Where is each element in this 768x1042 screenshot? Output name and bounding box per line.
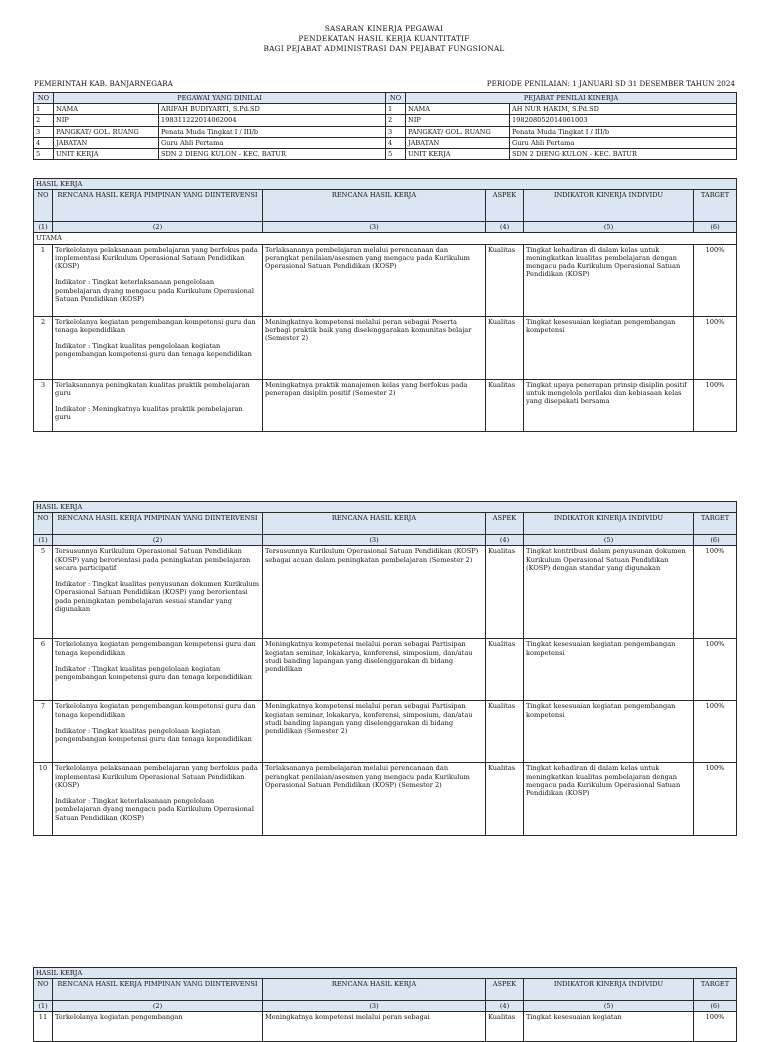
results-band: HASIL KERJA	[34, 179, 737, 190]
assessor-unit: SDN 2 DIENG KULON - KEC. BATUR	[510, 149, 737, 160]
doc-subtitle: PENDEKATAN HASIL KERJA KUANTITATIF	[298, 34, 470, 43]
results-band: HASIL KERJA	[34, 968, 737, 979]
assessed-position: Guru Ahli Pertama	[159, 137, 386, 148]
table-row: 3 Terlaksananya peningkatan kualitas praktik pembelajaran guru Indikator : Meningkatnya kualitas praktik pembelajaran guru Meningkatnya praktik manajemen kelas yang berfokus pada penerapan disiplin positif (Semester 2) Kualitas Tingkat upaya penerapan prinsip disiplin positif untuk mengelola perilaku dan kebiasaan kelas yang disepakati bersama 100%	[34, 379, 737, 431]
section-label: UTAMA	[34, 233, 737, 244]
assessor-name: AH NUR HAKIM, S.Pd.SD	[510, 104, 737, 115]
assessor-rank: Penata Muda Tingkat I / III/b	[510, 126, 737, 137]
table-row: 11 Terkelolanya kegiatan pengembangan Meningkatnya kompetensi melalui peran sebagai Kualitas Tingkat kesesuaian kegiatan 100%	[34, 1012, 737, 1042]
results-table-page-1: HASIL KERJA NO RENCANA HASIL KERJA PIMPINAN YANG DIINTERVENSI RENCANA HASIL KERJA ASPEK INDIKATOR KINERJA INDIVIDU TARGET (1) (2) (3) (4) (5) (6) UTAMA 1 Terkelolanya pelaksanaan pembelajaran yang berfokus pada implementasi Kurikulum Operasional Satuan Pendidikan (KOSP) Indikator : Tingkat keterlaksanaan pengelolaan pembelajaran dyang mengacu pada Kurikulum Operasional Satuan Pendidikan (KOSP) Terlaksananya pembelajaran melalui perencanaan dan perangkat penilaian/asesmen yang mengacu pada Kurikulum Operasional Satuan Pendidikan (KOSP) Kualitas Tingkat kehadiran di dalam kelas untuk meningkatkan kualitas pembelajaran dengan mengacu pada Kurikulum Operasional Satuan Pendidikan (KOSP) 100% 2 Terkelolanya kegiatan pengembangan kompetensi guru dan tenaga kependidikan Indikator : Tingkat kualitas pengelolaan kegiatan pengembangan kompetensi guru dan tenaga kependidikan Meningkatnya kompetensi melalui peran sebagai Peserta berbagi praktik baik yang diselenggarakan komunitas belajar (Semester 2) Kualitas Tingkat kesesuaian kegiatan pengembangan kompetensi 100% 3 Terlaksananya peningkatan kualitas praktik pembelajaran guru Indikator : Meningkatnya kualitas praktik pembelajaran guru Meningkatnya praktik manajemen kelas yang berfokus pada penerapan disiplin positif (Semester 2) Kualitas Tingkat upaya penerapan prinsip disiplin positif untuk mengelola perilaku dan kebiasaan kelas yang disepakati bersama 100%	[33, 178, 737, 432]
table-row: 1 Terkelolanya pelaksanaan pembelajaran yang berfokus pada implementasi Kurikulum Operasional Satuan Pendidikan (KOSP) Indikator : Tingkat keterlaksanaan pengelolaan pembelajaran dyang mengacu pada Kurikulum Operasional Satuan Pendidikan (KOSP) Terlaksananya pembelajaran melalui perencanaan dan perangkat penilaian/asesmen yang mengacu pada Kurikulum Operasional Satuan Pendidikan (KOSP) Kualitas Tingkat kehadiran di dalam kelas untuk meningkatkan kualitas pembelajaran dengan mengacu pada Kurikulum Operasional Satuan Pendidikan (KOSP) 100%	[34, 244, 737, 316]
assessed-title: PEGAWAI YANG DINILAI	[54, 93, 386, 104]
assessed-nip: 198311222014062004	[159, 115, 386, 126]
assessor-position: Guru Ahli Pertama	[510, 137, 737, 148]
table-row: 7 Terkelolanya kegiatan pengembangan kompetensi guru dan tenaga kependidikan Indikator : Tingkat kualitas pengelolaan kegiatan pengembangan kompetensi guru dan tenaga kependidikan Meningkatnya kompetensi melalui peran sebagai Partisipan kegiatan seminar, lokakarya, konferensi, simposium, dan/atau studi banding lapangan yang diselenggarakan di bidang pendidikan (Semester 2) Kualitas Tingkat kesesuaian kegiatan pengembangan kompetensi 100%	[34, 701, 737, 763]
identity-row: 1 NAMA ARIFAH BUDIYARTI, S.Pd.SD 1 NAMA AH NUR HAKIM, S.Pd.SD	[34, 104, 737, 115]
assessor-nip: 198208052014061003	[510, 115, 737, 126]
assessed-rank: Penata Muda Tingkat I / III/b	[159, 126, 386, 137]
results-table-page-2: HASIL KERJA NO RENCANA HASIL KERJA PIMPINAN YANG DIINTERVENSI RENCANA HASIL KERJA ASPEK INDIKATOR KINERJA INDIVIDU TARGET (1) (2) (3) (4) (5) (6) 5 Tersusunnya Kurikulum Operasional Satuan Pendidikan (KOSP) yang berorientasi pada peningkatan pembelajaran secara participatif Indikator : Tingkat kualitas penyusunan dokumen Kurikulum Operasional Satuan Pendidikan (KOSP) yang berorientasi pada peningkatan pembelajaran sesuai standar yang digunakan Tersusunnya Kurikulum Operasional Satuan Pendidikan (KOSP) sebagai acuan dalam peningkatan pembelajaran (Semester 2) Kualitas Tingkat kontribusi dalam penyusunan dokumen Kurikulum Operasional Satuan Pendidikan (KOSP) dengan standar yang digunakan 100% 6 Terkelolanya kegiatan pengembangan kompetensi guru dan tenaga kependidikan Indikator : Tingkat kualitas pengelolaan kegiatan pengembangan kompetensi guru dan tenaga kependidikan Meningkatnya kompetensi melalui peran sebagai Partisipan kegiatan seminar, lokakarya, konferensi, simposium, dan/atau studi banding lapangan yang diselenggarakan di bidang pendidikan Kualitas Tingkat kesesuaian kegiatan pengembangan kompetensi 100% 7 Terkelolanya kegiatan pengembangan kompetensi guru dan tenaga kependidikan Indikator : Tingkat kualitas pengelolaan kegiatan pengembangan kompetensi guru dan tenaga kependidikan Meningkatnya kompetensi melalui peran sebagai Partisipan kegiatan seminar, lokakarya, konferensi, simposium, dan/atau studi banding lapangan yang diselenggarakan di bidang pendidikan (Semester 2) Kualitas Tingkat kesesuaian kegiatan pengembangan kompetensi 100% 10 Terkelolanya pelaksanaan pembelajaran yang berfokus pada implementasi Kurikulum Operasional Satuan Pendidikan (KOSP) Indikator : Tingkat keterlaksanaan pengelolaan pembelajaran dyang mengacu pada Kurikulum Operasional Satuan Pendidikan (KOSP) Terlaksananya pembelajaran melalui perencanaan dan perangkat penilaian/asesmen yang mengacu pada Kurikulum Operasional Satuan Pendidikan (KOSP) (Semester 2) Kualitas Tingkat kehadiran di dalam kelas untuk meningkatkan kualitas pembelajaran dengan mengacu pada Kurikulum Operasional Satuan Pendidikan (KOSP) 100%	[33, 501, 737, 836]
assessed-unit: SDN 2 DIENG KULON - KEC. BATUR	[159, 149, 386, 160]
assessed-name: ARIFAH BUDIYARTI, S.Pd.SD	[159, 104, 386, 115]
identity-row: 3 PANGKAT/ GOL. RUANG Penata Muda Tingkat I / III/b 3 PANGKAT/ GOL. RUANG Penata Muda Tingkat I / III/b	[34, 126, 737, 137]
identity-table	[33, 92, 737, 160]
table-row: 10 Terkelolanya pelaksanaan pembelajaran yang berfokus pada implementasi Kurikulum Operasional Satuan Pendidikan (KOSP) Indikator : Tingkat keterlaksanaan pengelolaan pembelajaran dyang mengacu pada Kurikulum Operasional Satuan Pendidikan (KOSP) Terlaksananya pembelajaran melalui perencanaan dan perangkat penilaian/asesmen yang mengacu pada Kurikulum Operasional Satuan Pendidikan (KOSP) (Semester 2) Kualitas Tingkat kehadiran di dalam kelas untuk meningkatkan kualitas pembelajaran dengan mengacu pada Kurikulum Operasional Satuan Pendidikan (KOSP) 100%	[34, 763, 737, 836]
period-label: PERIODE PENILAIAN: 1 JANUARI SD 31 DESEMBER TAHUN 2024	[486, 79, 735, 88]
institution-label: PEMERINTAH KAB. BANJARNEGARA	[34, 79, 173, 88]
assessor-title: PEJABAT PENILAI KINERJA	[406, 93, 737, 104]
table-row: 2 Terkelolanya kegiatan pengembangan kompetensi guru dan tenaga kependidikan Indikator : Tingkat kualitas pengelolaan kegiatan pengembangan kompetensi guru dan tenaga kependidikan Meningkatnya kompetensi melalui peran sebagai Peserta berbagi praktik baik yang diselenggarakan komunitas belajar (Semester 2) Kualitas Tingkat kesesuaian kegiatan pengembangan kompetensi 100%	[34, 316, 737, 379]
identity-row: 2 NIP 198311222014062004 2 NIP 198208052014061003	[34, 115, 737, 126]
results-band: HASIL KERJA	[34, 502, 737, 513]
identity-row: 4 JABATAN Guru Ahli Pertama 4 JABATAN Guru Ahli Pertama	[34, 137, 737, 148]
table-row: 6 Terkelolanya kegiatan pengembangan kompetensi guru dan tenaga kependidikan Indikator : Tingkat kualitas pengelolaan kegiatan pengembangan kompetensi guru dan tenaga kependidikan Meningkatnya kompetensi melalui peran sebagai Partisipan kegiatan seminar, lokakarya, konferensi, simposium, dan/atau studi banding lapangan yang diselenggarakan di bidang pendidikan Kualitas Tingkat kesesuaian kegiatan pengembangan kompetensi 100%	[34, 639, 737, 701]
results-table-page-3: HASIL KERJA NO RENCANA HASIL KERJA PIMPINAN YANG DIINTERVENSI RENCANA HASIL KERJA ASPEK INDIKATOR KINERJA INDIVIDU TARGET (1) (2) (3) (4) (5) (6) 11 Terkelolanya kegiatan pengembangan Meningkatnya kompetensi melalui peran sebagai Kualitas Tingkat kesesuaian kegiatan 100%	[33, 967, 737, 1042]
col-no: NO	[386, 93, 406, 104]
col-no: NO	[34, 93, 54, 104]
identity-row: 5 UNIT KERJA SDN 2 DIENG KULON - KEC. BATUR 5 UNIT KERJA SDN 2 DIENG KULON - KEC. BATUR	[34, 149, 737, 160]
doc-title: SASARAN KINERJA PEGAWAI	[324, 24, 444, 33]
table-row: 5 Tersusunnya Kurikulum Operasional Satuan Pendidikan (KOSP) yang berorientasi pada peningkatan pembelajaran secara participatif Indikator : Tingkat kualitas penyusunan dokumen Kurikulum Operasional Satuan Pendidikan (KOSP) yang berorientasi pada peningkatan pembelajaran sesuai standar yang digunakan Tersusunnya Kurikulum Operasional Satuan Pendidikan (KOSP) sebagai acuan dalam peningkatan pembelajaran (Semester 2) Kualitas Tingkat kontribusi dalam penyusunan dokumen Kurikulum Operasional Satuan Pendidikan (KOSP) dengan standar yang digunakan 100%	[34, 546, 737, 639]
doc-subtitle-2: BAGI PEJABAT ADMINISTRASI DAN PEJABAT FUNGSIONAL	[263, 44, 505, 53]
